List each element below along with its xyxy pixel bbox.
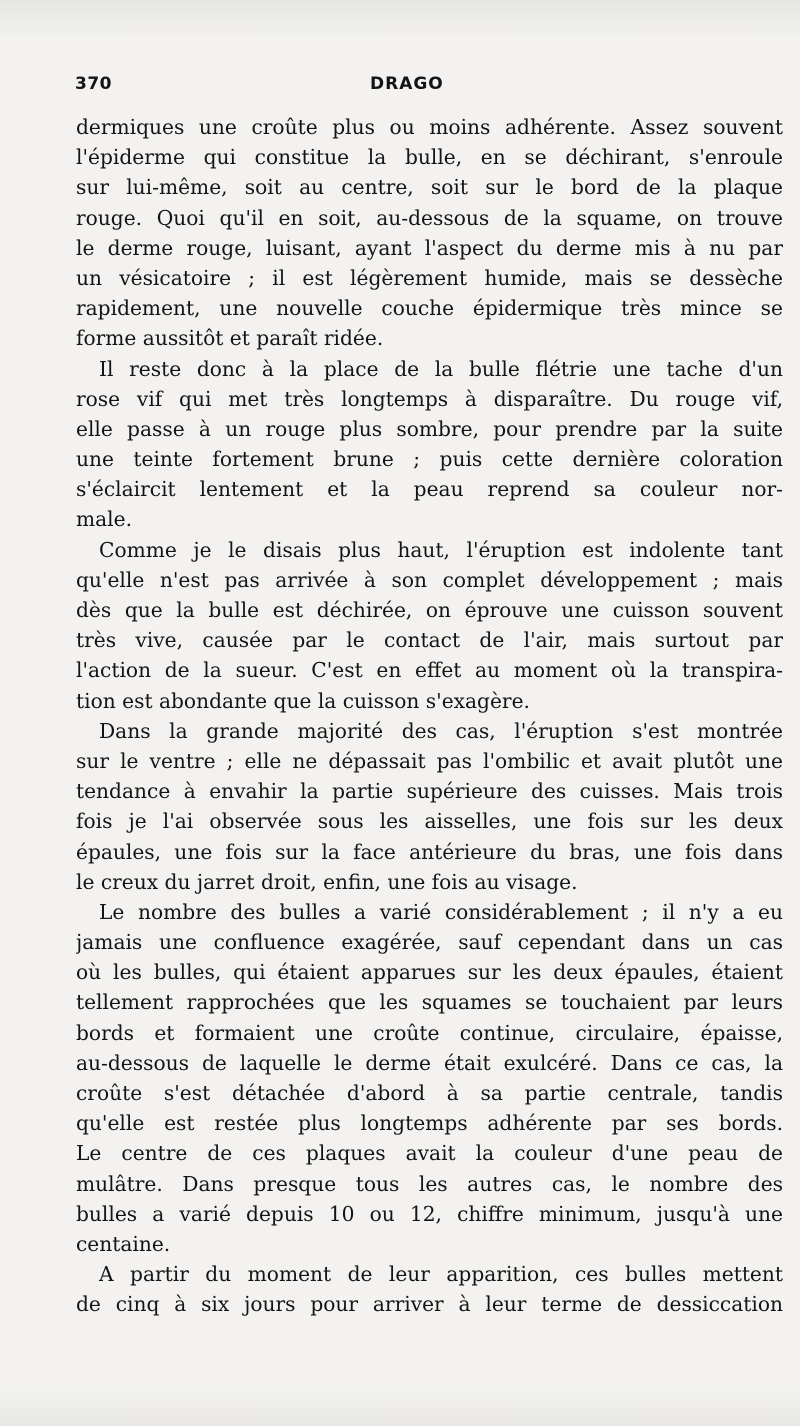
text-line: un vésicatoire ; il est légèrement humide, mais se dessèche <box>76 265 783 290</box>
running-head: DRAGO <box>370 74 444 94</box>
text-line: le derme rouge, luisant, ayant l'aspect du derme mis à nu par <box>76 235 783 260</box>
text-line: forme aussitôt et paraît ridée. <box>76 326 384 351</box>
text-line: bulles a varié depuis 10 ou 12, chiffre minimum, jusqu'à une <box>76 1201 783 1226</box>
text-line: elle passe à un rouge plus sombre, pour prendre par la suite <box>76 416 783 441</box>
text-line: rose vif qui met très longtemps à disparaître. Du rouge vif, <box>76 386 783 411</box>
text-line: Il reste donc à la place de la bulle flétrie une tache d'un <box>99 356 783 381</box>
text-line: Comme je le disais plus haut, l'éruption est indolente tant <box>99 537 783 562</box>
page-number: 370 <box>75 74 112 94</box>
text-line: jamais une confluence exagérée, sauf cependant dans un cas <box>76 930 783 955</box>
text-line: Le nombre des bulles a varié considérablement ; il n'y a eu <box>99 899 783 924</box>
text-line: rouge. Quoi qu'il en soit, au-dessous de la squame, on trouve <box>76 205 783 230</box>
text-line: qu'elle est restée plus longtemps adhérente par ses bords. <box>76 1111 783 1136</box>
text-line: s'éclaircit lentement et la peau reprend sa couleur nor- <box>76 477 783 502</box>
text-line: male. <box>76 507 132 532</box>
text-line: rapidement, une nouvelle couche épidermique très mince se <box>76 296 783 321</box>
text-line: A partir du moment de leur apparition, ces bulles mettent <box>99 1262 783 1287</box>
body-text <box>76 112 783 1320</box>
text-line: épaules, une fois sur la face antérieure du bras, une fois dans <box>76 839 783 864</box>
page-header <box>75 74 775 104</box>
text-line: l'action de la sueur. C'est en effet au moment où la transpira- <box>76 658 783 683</box>
text-line: qu'elle n'est pas arrivée à son complet développement ; mais <box>76 567 783 592</box>
text-line: bords et formaient une croûte continue, circulaire, épaisse, <box>76 1020 783 1045</box>
text-line: au-dessous de laquelle le derme était exulcéré. Dans ce cas, la <box>76 1050 783 1075</box>
text-line: dermiques une croûte plus ou moins adhérente. Assez souvent <box>76 115 783 139</box>
text-line: croûte s'est détachée d'abord à sa partie centrale, tandis <box>76 1081 783 1105</box>
text-line: dès que la bulle est déchirée, on éprouve une cuisson souvent <box>76 598 783 622</box>
text-line: une teinte fortement brune ; puis cette dernière coloration <box>76 447 783 472</box>
text-line: très vive, causée par le contact de l'air, mais surtout par <box>76 628 783 653</box>
text-line: où les bulles, qui étaient apparues sur les deux épaules, étaient <box>76 960 783 985</box>
text-line: sur le ventre ; elle ne dépassait pas l'ombilic et avait plutôt une <box>76 748 783 773</box>
text-line: sur lui-même, soit au centre, soit sur le bord de la plaque <box>76 175 783 200</box>
text-line: centaine. <box>76 1231 171 1256</box>
text-line: Le centre de ces plaques avait la couleur d'une peau de <box>76 1141 783 1166</box>
text-line: tellement rapprochées que les squames se touchaient par leurs <box>76 990 783 1015</box>
text-line: mulâtre. Dans presque tous les autres cas, le nombre des <box>76 1171 783 1196</box>
text-line: fois je l'ai observée sous les aisselles, une fois sur les deux <box>76 809 783 834</box>
text-line: le creux du jarret droit, enfin, une fois au visage. <box>76 869 578 894</box>
text-line: tendance à envahir la partie supérieure des cuisses. Mais trois <box>76 779 783 804</box>
text-line: Dans la grande majorité des cas, l'éruption s'est montrée <box>99 718 783 743</box>
text-line: tion est abondante que la cuisson s'exagère. <box>76 688 530 713</box>
text-line: de cinq à six jours pour arriver à leur terme de dessiccation <box>76 1292 783 1317</box>
text-line: l'épiderme qui constitue la bulle, en se déchirant, s'enroule <box>76 145 783 170</box>
